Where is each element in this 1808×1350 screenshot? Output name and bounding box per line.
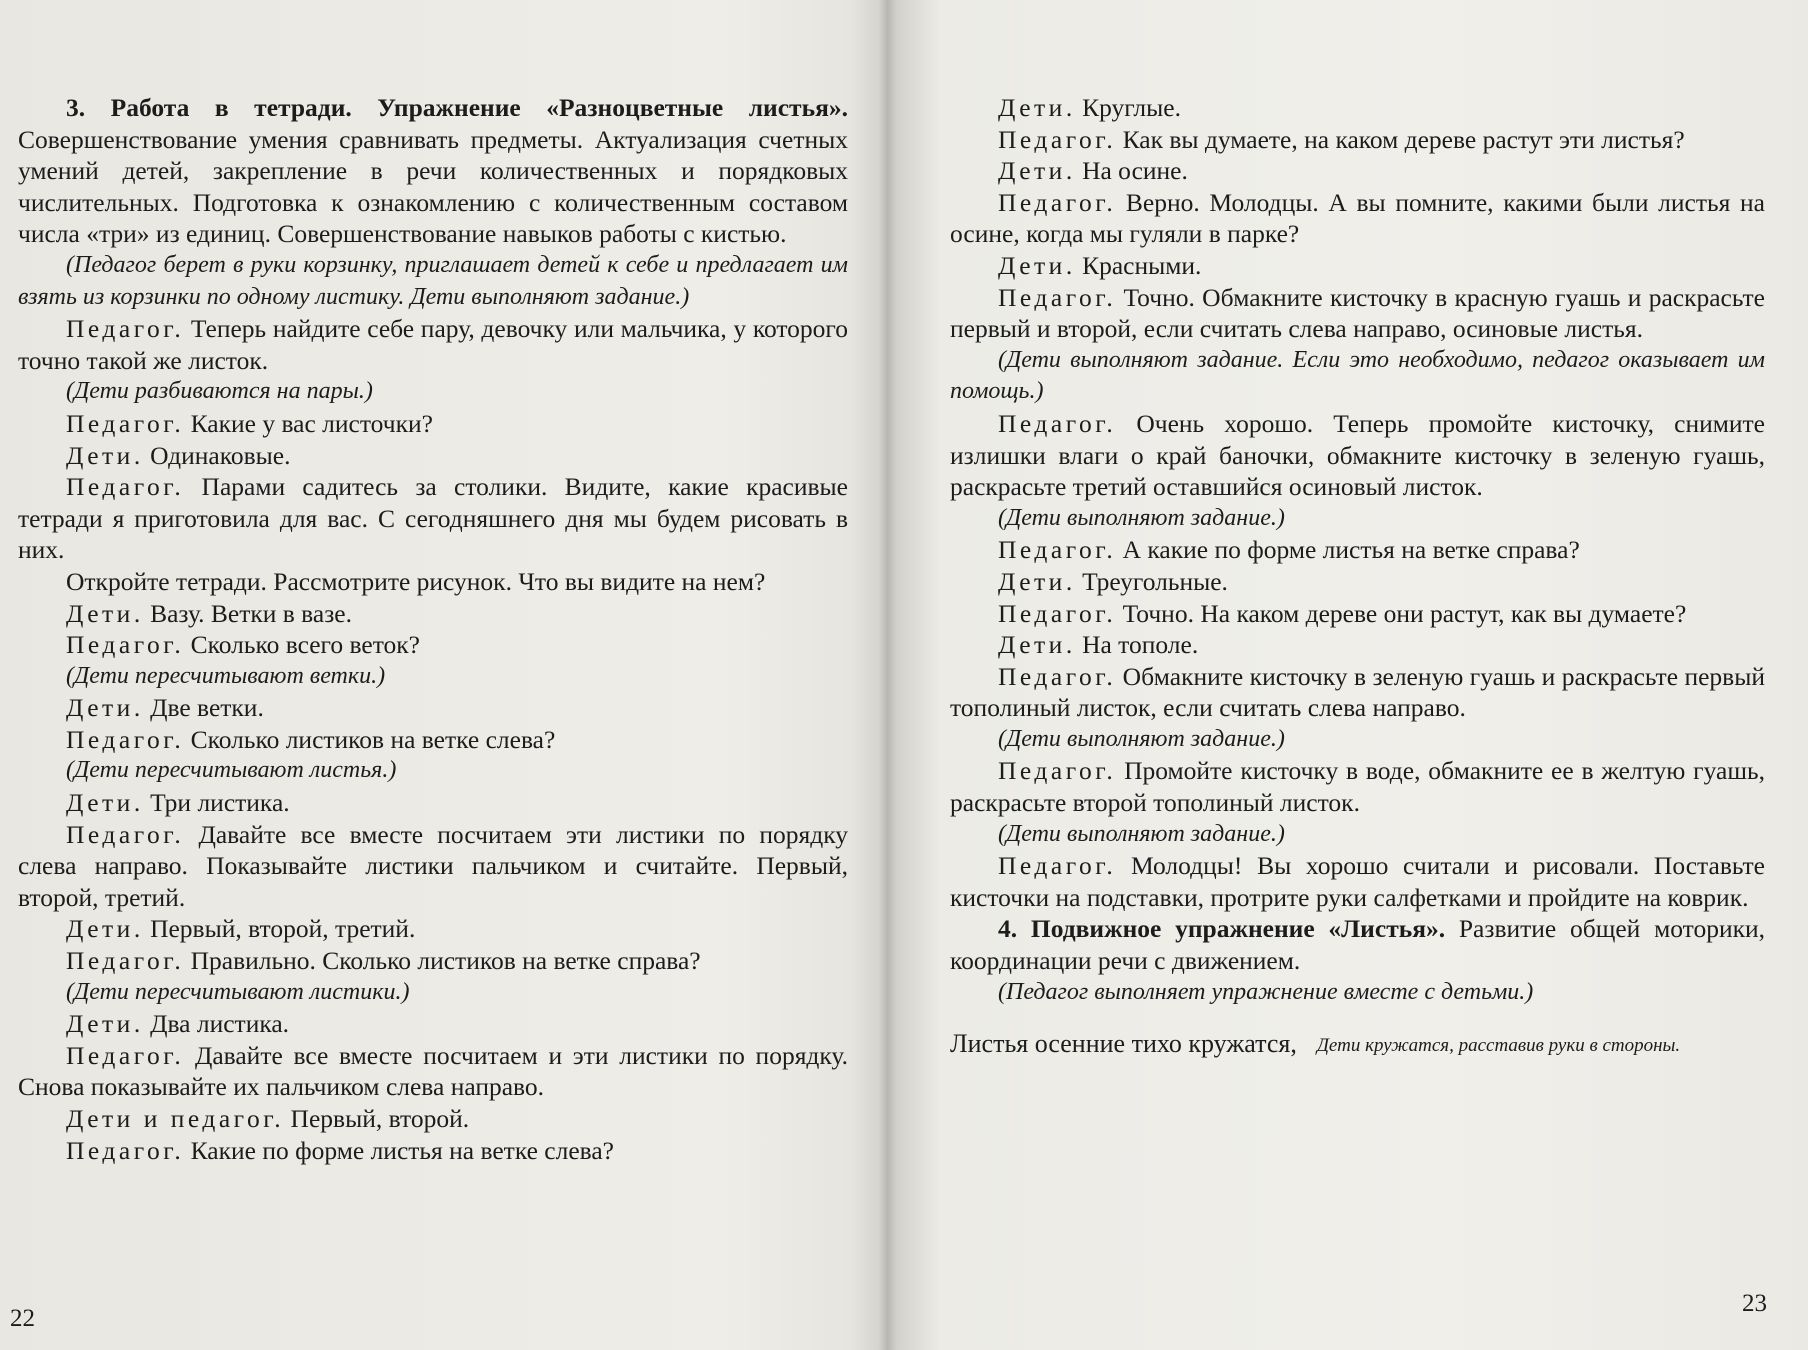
speaker-name: Дети. (66, 1009, 144, 1039)
speaker-name: Педагог. (998, 282, 1117, 312)
dialogue-line (18, 1040, 848, 1103)
speech-text: Правильно. Сколько листиков на ветке справа? (184, 946, 701, 976)
dialogue-line (18, 724, 848, 756)
speaker-name: Дети. (66, 598, 144, 628)
stage-remark: (Педагог выполняет упражнение вместе с детьми.) (998, 978, 1534, 1005)
speaker-name: Педагог. (66, 472, 185, 502)
stage-remark: (Дети выполняют задание.) (998, 725, 1285, 752)
speaker-name: Педагог. (998, 598, 1117, 628)
section-description: Совершенствование умения сравнивать предметы. Актуализация счетных умений детей, закрепление в речи количественных и порядковых числительных. Подготовка к ознакомлению с количественным составом числа «три» из единиц. Совершенствование навыков работы с кистью. (18, 124, 848, 249)
dialogue-line (950, 629, 1765, 661)
dialogue-line (950, 598, 1765, 630)
speaker-name: Дети. (998, 156, 1076, 186)
speech-text: Очень хорошо. Теперь промойте кисточку, снимите излишки влаги о край баночки, обмакните кисточку в зеленую гуашь, раскрасьте третий оставшийся осиновый листок. (950, 408, 1765, 502)
stage-remark: (Дети выполняют задание. Если это необходимо, педагог оказывает им помощь.) (950, 346, 1765, 405)
speech-text: На осине. (1075, 156, 1188, 186)
dialogue-line (950, 661, 1765, 724)
stage-remark: (Дети пересчитывают ветки.) (66, 662, 386, 689)
speaker-name: Педагог. (998, 756, 1117, 786)
speaker-name: Дети. (998, 93, 1076, 122)
speech-text: Какие по форме листья на ветке слева? (184, 1135, 614, 1165)
stage-remark: (Дети пересчитывают листики.) (66, 978, 410, 1005)
dialogue-line (950, 850, 1765, 913)
speech-text: Теперь найдите себе пару, девочку или мальчика, у которого точно такой же листок. (18, 314, 848, 375)
dialogue-line (18, 692, 848, 724)
speech-text: Давайте все вместе посчитаем эти листики по порядку слева направо. Показывайте листики пальчиком и считайте. Первый, второй, третий. (18, 819, 848, 912)
speech-text: Молодцы! Вы хорошо считали и рисовали. Поставьте кисточки на подставки, протрите руки салфетками и пройдите на коврик. (950, 851, 1765, 912)
speech-text: Первый, второй. (284, 1104, 470, 1133)
dialogue-line (18, 598, 848, 630)
stage-remark: (Дети выполняют задание.) (998, 504, 1285, 531)
section-heading-paragraph (18, 92, 848, 250)
dialogue-line (18, 629, 848, 661)
page-number-left: 22 (10, 1305, 35, 1332)
section-description: Развитие общей моторики, координации речи с движением. (950, 914, 1765, 976)
dialogue-line (950, 250, 1765, 282)
poem-stage-direction: Дети кружатся, расставив руки в стороны. (1316, 1035, 1681, 1057)
dialogue-line (950, 282, 1765, 345)
dialogue-line (18, 819, 848, 914)
speech-text: Треугольные. (1075, 566, 1228, 596)
speech-text: Два листика. (143, 1009, 290, 1039)
speaker-name: Дети. (998, 630, 1076, 660)
speech-text: Промойте кисточку в воде, обмакните ее в желтую гуашь, раскрасьте второй тополиный листок. (950, 756, 1765, 818)
speaker-name: Педагог. (998, 851, 1117, 881)
speaker-name: Дети. (998, 250, 1076, 280)
dialogue-line (18, 1135, 848, 1167)
speaker-name: Педагог. (998, 661, 1117, 691)
poem-line: Листья осенние тихо кружатся, (950, 1029, 1297, 1059)
speaker-name: Дети. (66, 440, 144, 470)
speaker-name: Педагог. (66, 724, 185, 754)
speech-text: Точно. Обмакните кисточку в красную гуашь и раскрасьте первый и второй, если считать слева направо, осиновые листья. (950, 282, 1765, 344)
dialogue-line (950, 124, 1765, 156)
dialogue-line (18, 313, 848, 376)
page-number-right: 23 (1742, 1290, 1767, 1317)
speech-text: Какие у вас листочки? (184, 408, 433, 438)
speaker-name: Педагог. (998, 408, 1117, 438)
left-page (18, 92, 848, 1166)
speech-text: Круглые. (1075, 93, 1181, 122)
speech-text: Верно. Молодцы. А вы помните, какими были листья на осине, когда мы гуляли в парке? (950, 187, 1765, 249)
speaker-name: Педагог. (998, 535, 1117, 565)
speech-text: Вазу. Ветки в вазе. (143, 598, 352, 628)
speaker-name: Дети. (66, 788, 144, 818)
dialogue-line (18, 440, 848, 472)
dialogue-line (950, 187, 1765, 250)
section-heading-paragraph (950, 913, 1765, 976)
speech-text: На тополе. (1075, 630, 1199, 660)
speaker-name: Педагог. (66, 819, 185, 849)
speech-text: Сколько листиков на ветке слева? (184, 724, 556, 754)
speech-text: Одинаковые. (143, 440, 291, 470)
right-page-text (950, 92, 1765, 1008)
speech-text: Точно. На каком дереве они растут, как вы думаете? (1116, 598, 1687, 628)
right-page (950, 92, 1765, 1060)
speech-text: Две ветки. (143, 693, 264, 723)
dialogue-line (950, 534, 1765, 566)
stage-remark: (Дети выполняют задание.) (998, 820, 1285, 847)
dialogue-line (18, 408, 848, 440)
dialogue-line (18, 1103, 848, 1135)
speaker-name: Педагог. (66, 630, 185, 660)
speaker-name: Педагог. (998, 187, 1117, 217)
poem-stanza (950, 1028, 1765, 1060)
dialogue-line (950, 92, 1765, 124)
section-title: 3. Работа в тетради. Упражнение «Разноцветные листья». (66, 93, 848, 122)
dialogue-line (18, 945, 848, 977)
stage-remark: (Педагог берет в руки корзинку, приглашает детей к себе и предлагает им взять из корзинки по одному листику. Дети выполняют задание.) (18, 251, 848, 310)
speaker-name: Педагог. (66, 1040, 185, 1070)
dialogue-line (18, 1008, 848, 1040)
speech-text: Обмакните кисточку в зеленую гуашь и раскрасьте первый тополиный листок, если считать слева направо. (950, 661, 1765, 723)
stage-remark: (Дети разбиваются на пары.) (66, 378, 373, 405)
dialogue-line (950, 755, 1765, 818)
speaker-name: Дети. (66, 693, 144, 723)
speech-text: Давайте все вместе посчитаем и эти листики по порядку. Снова показывайте их пальчиком слева направо. (18, 1040, 848, 1102)
dialogue-line (950, 566, 1765, 598)
speech-text: Первый, второй, третий. (143, 914, 416, 944)
speaker-name: Дети. (66, 914, 144, 944)
speech-text: Три листика. (143, 788, 290, 818)
speaker-name: Дети и педагог. (66, 1104, 285, 1133)
dialogue-line (18, 913, 848, 945)
speech-text: А какие по форме листья на ветке справа? (1116, 535, 1580, 565)
speaker-name: Педагог. (66, 946, 185, 976)
speaker-name: Педагог. (66, 408, 185, 438)
speaker-name: Педагог. (66, 1135, 185, 1165)
section-title: 4. Подвижное упражнение «Листья». (998, 914, 1446, 944)
stage-remark: (Дети пересчитывают листья.) (66, 757, 397, 784)
speech-text: Парами садитесь за столики. Видите, какие красивые тетради я приготовила для вас. С сегодняшнего дня мы будем рисовать в них. (18, 472, 848, 565)
speech-text: Сколько всего веток? (184, 630, 420, 660)
dialogue-line (950, 155, 1765, 187)
speaker-name: Педагог. (66, 314, 185, 344)
text-paragraph: Откройте тетради. Рассмотрите рисунок. Что вы видите на нем? (66, 566, 766, 596)
speech-text: Красными. (1075, 250, 1202, 280)
dialogue-line (950, 408, 1765, 503)
speech-text: Как вы думаете, на каком дереве растут эти листья? (1116, 124, 1685, 154)
speaker-name: Педагог. (998, 124, 1117, 154)
dialogue-line (18, 471, 848, 566)
dialogue-line (18, 787, 848, 819)
speaker-name: Дети. (998, 566, 1076, 596)
